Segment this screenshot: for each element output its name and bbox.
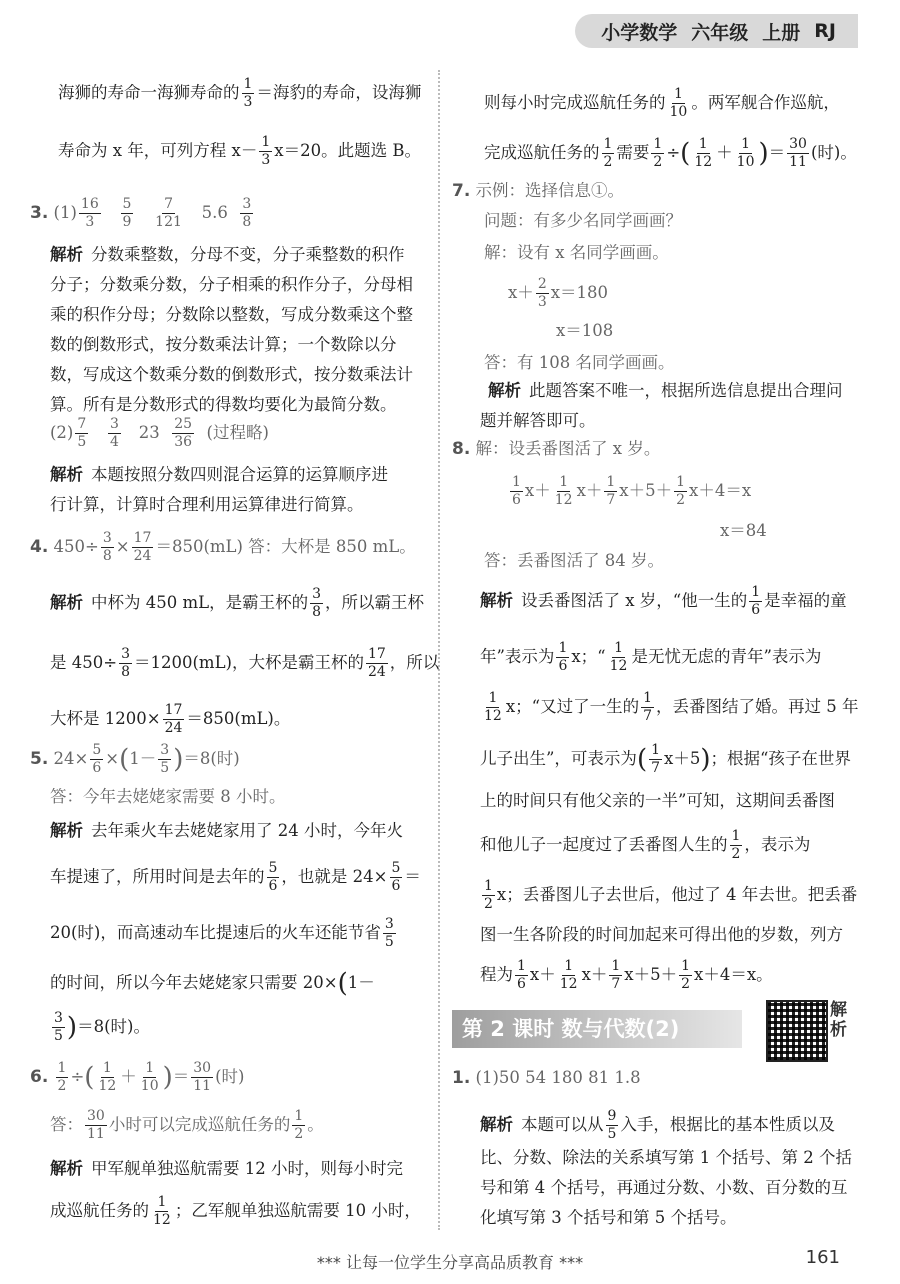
line: 大杯是 1200× $\frac{17}{24}$ ＝850(mL)。 — [50, 702, 291, 736]
q3-analysis-2: 解析 本题按照分数四则混合运算的运算顺序进 行计算，计算时合理利用运算律进行简算。 — [50, 465, 388, 514]
line: 20(时)，而高速动车比提速后的火车还能节省 $\frac{3}{5}$ — [50, 916, 394, 950]
equation: $\frac{1}{6}$ x＋ $\frac{1}{12}$ x＋ $\frac{1}{7}$ x＋5＋ $\frac{1}{2}$ x＋4＝x — [512, 474, 752, 508]
line: x＝84 — [720, 521, 767, 540]
q3-analysis: 解析 分数乘整数，分母不变，分子乘整数的积作 分子；分数乘分数，分子相乘的积作分子，分母相 乘的积作分母；分数除以整数，写成分数乘这个整 数的倒数形式，按分数乘法计算；一个数除以分 数，写成这个数乘分数的倒数形式，按分数乘法计 算。所有是分数形式的得数均要化为最简分数。 — [50, 245, 413, 414]
line: 则每小时完成巡航任务的 $\frac{1}{10}$ 。两军舰合作巡航， — [484, 86, 840, 120]
q7-analysis: 解析 此题答案不唯一，根据所选信息提出合理问 题并解答即可。 — [480, 381, 843, 430]
q6-answer-text: 答： $\frac{30}{11}$ 小时可以完成巡航任务的 $\frac{1}{2}$ 。 — [50, 1108, 324, 1142]
line: 寿命为 x 年，可列方程 x－ $\frac{1}{3}$ x＝20。此题选 B。 — [58, 134, 421, 168]
line: $\frac{1}{2}$ x；丢番图儿子去世后，他过了 4 年去世。把丢番 — [484, 878, 858, 912]
q7: 7. 示例：选择信息①。 — [452, 181, 625, 201]
line: 年”表示为 $\frac{1}{6}$ x；“ $\frac{1}{12}$ 是无忧无虑的青年”表示为 — [480, 640, 822, 674]
qr-label: 解析 — [830, 1000, 847, 1040]
line: 答：有 108 名同学画画。 — [484, 353, 675, 372]
line: 海狮的寿命一海狮寿命的 $\frac{1}{3}$ ＝海豹的寿命，设海狮 — [58, 76, 422, 110]
line: 和他儿子一起度过了丢番图人生的 $\frac{1}{2}$ ，表示为 — [480, 828, 811, 862]
page-header — [575, 14, 858, 48]
q5-analysis: 解析 去年乘火车去姥姥家用了 24 小时，今年火 — [50, 821, 403, 840]
q8: 8. 解：设丢番图活了 x 岁。 — [452, 439, 661, 459]
line: 儿子出生”，可表示为( $\frac{1}{7}$ x＋5)；根据“孩子在世界 — [480, 742, 851, 776]
line: 答：丢番图活了 84 岁。 — [484, 551, 664, 570]
line: 问题：有多少名同学画画？ — [484, 211, 682, 230]
qr-code-icon[interactable] — [766, 1000, 828, 1062]
q5-answer: 5. 24× $\frac{5}{6}$ ×(1－ $\frac{3}{5}$ )＝8(时) — [30, 742, 240, 776]
q5-answer-text: 答：今年去姥姥家需要 8 小时。 — [50, 787, 286, 806]
line: 程为 $\frac{1}{6}$ x＋ $\frac{1}{12}$ x＋ $\frac{1}{7}$ x＋5＋ $\frac{1}{2}$ x＋4＝x。 — [480, 958, 773, 992]
s1-analysis: 解析 本题可以从 $\frac{9}{5}$ 入手，根据比的基本性质以及 比、分数、除法的关系填写第 1 个括号、第 2 个括 号和第 4 个括号，再通过分数、小数、百分数的互 化填写第 3 个括号和第 5 个括号。 — [480, 1108, 852, 1227]
header-volume: 上册 — [762, 21, 801, 44]
q3-answer-2: (2) $\frac{7}{5}$ $\frac{3}{4}$ 23 $\frac{25}{36}$ (过程略) — [50, 416, 269, 450]
line: x＋ $\frac{2}{3}$ x＝180 — [508, 276, 609, 310]
s1-answer: 1. (1)50 54 180 81 1.8 — [452, 1068, 641, 1088]
header-subject: 小学数学 — [601, 21, 678, 44]
q6-answer: 6. $\frac{1}{2}$ ÷( $\frac{1}{12}$ ＋ $\frac{1}{10}$ )＝ $\frac{30}{11}$ (时) — [30, 1060, 245, 1094]
line: 图一生各阶段的时间加起来可得出他的岁数，列方 — [480, 925, 843, 944]
header-grade: 六年级 — [691, 21, 749, 44]
line: 的时间，所以今年去姥姥家只需要 20×(1－ — [50, 968, 375, 999]
q8-analysis: 解析 设丢番图活了 x 岁，“他一生的 $\frac{1}{6}$ 是幸福的童 — [480, 584, 847, 618]
q4-analysis: 解析 中杯为 450 mL，是霸王杯的 $\frac{3}{8}$ ，所以霸王杯 — [50, 586, 425, 620]
line: $\frac{1}{12}$ x；“又过了一生的 $\frac{1}{7}$ ，丢番图结了婚。再过 5 年 — [484, 690, 859, 724]
q3-answer: 3. (1) $\frac{16}{3}$ $\frac{5}{9}$ $\frac{7}{121}$ 5.6 $\frac{3}{8}$ — [30, 196, 252, 230]
lesson-title: 第 2 课时 数与代数(2) — [452, 1010, 742, 1048]
line: 成巡航任务的 $\frac{1}{12}$ ；乙军舰单独巡航需要 10 小时， — [50, 1194, 421, 1228]
page-number: 161 — [805, 1247, 840, 1268]
footer-slogan: *** 让每一位学生分享高品质教育 *** — [316, 1253, 584, 1272]
line: 完成巡航任务的 $\frac{1}{2}$ 需要 $\frac{1}{2}$ ÷( $\frac{1}{12}$ ＋ $\frac{1}{10}$ )＝ $\frac{30}{11}$ (时)。 — [484, 136, 857, 170]
line: $\frac{3}{5}$ )＝8(时)。 — [54, 1010, 150, 1044]
line: x＝108 — [556, 321, 614, 340]
line: 是 450÷ $\frac{3}{8}$ ＝1200(mL)，大杯是霸王杯的 $\frac{17}{24}$ ，所以 — [50, 646, 440, 680]
line: 解：设有 x 名同学画画。 — [484, 243, 669, 262]
line: 上的时间只有他父亲的一半”可知，这期间丢番图 — [480, 791, 835, 810]
header-edition: RJ — [814, 20, 836, 42]
q6-analysis: 解析 甲军舰单独巡航需要 12 小时，则每小时完 — [50, 1159, 403, 1178]
q4-answer: 4. 450÷ $\frac{3}{8}$ × $\frac{17}{24}$ ＝850(mL) 答：大杯是 850 mL。 — [30, 530, 416, 564]
line: 车提速了，所用时间是去年的 $\frac{5}{6}$ ，也就是 24× $\frac{5}{6}$ ＝ — [50, 860, 421, 894]
